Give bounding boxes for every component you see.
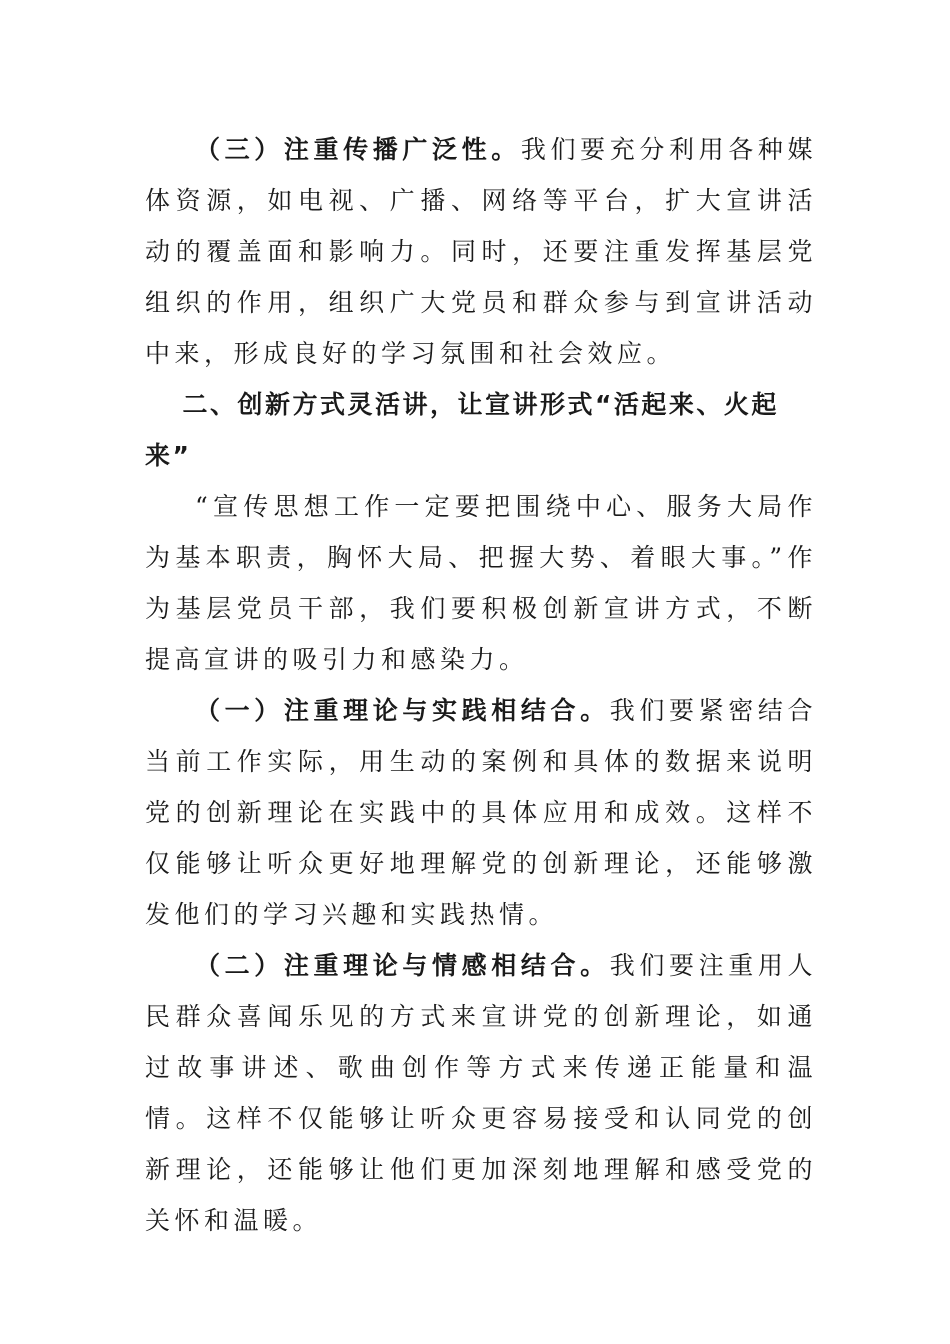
document-body	[145, 124, 817, 1246]
section-heading: 二、创新方式灵活讲，让宣讲形式“活起来、火起来”	[145, 390, 779, 470]
paragraph-text: 我们要充分利用各种媒体资源，如电视、广播、网络等平台，扩大宣讲活动的覆盖面和影响力。同时，还要注重发挥基层党组织的作用，组织广大党员和群众参与到宣讲活动中来，形成良好的学习氛围和社会效应。	[145, 135, 817, 368]
paragraph-propagation	[145, 124, 817, 379]
paragraph-text: 我们要紧密结合当前工作实际，用生动的案例和具体的数据来说明党的创新理论在实践中的具体应用和成效。这样不仅能够让听众更好地理解党的创新理论，还能够激发他们的学习兴趣和实践热情。	[145, 696, 817, 929]
paragraph-theory-practice	[145, 685, 817, 940]
paragraph-theory-emotion	[145, 940, 817, 1246]
paragraph-lead: （二）注重理论与情感相结合。	[195, 951, 610, 980]
paragraph-lead: （三）注重传播广泛性。	[195, 135, 521, 164]
paragraph-lead: （一）注重理论与实践相结合。	[195, 696, 610, 725]
paragraph-text: 我们要注重用人民群众喜闻乐见的方式来宣讲党的创新理论，如通过故事讲述、歌曲创作等方式来传递正能量和温情。这样不仅能够让听众更容易接受和认同党的创新理论，还能够让他们更加深刻地理解和感受党的关怀和温暖。	[145, 951, 817, 1235]
paragraph-text: “宣传思想工作一定要把围绕中心、服务大局作为基本职责，胸怀大局、把握大势、着眼大事。”作为基层党员干部，我们要积极创新宣讲方式，不断提高宣讲的吸引力和感染力。	[145, 492, 817, 674]
paragraph-quote	[145, 481, 817, 685]
